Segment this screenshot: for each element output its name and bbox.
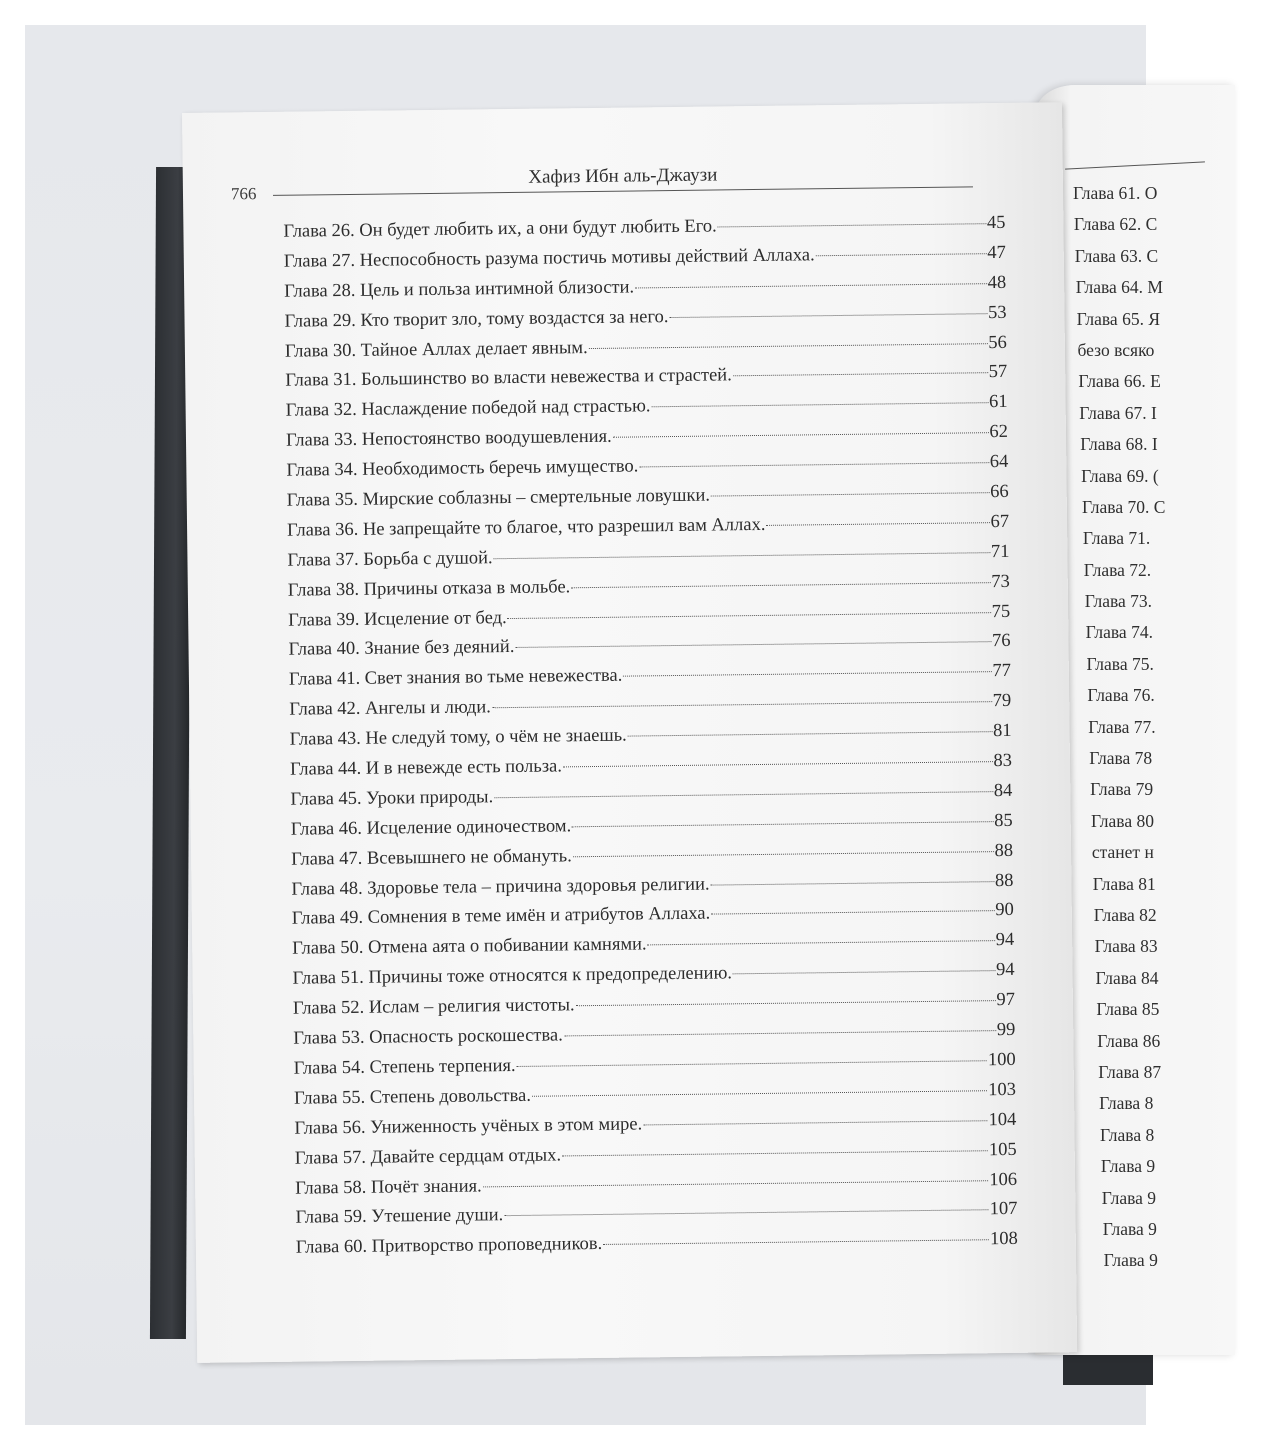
right-toc-fragment: Глава 81 xyxy=(1092,873,1156,894)
toc-entry-title: Глава 54. Степень терпения. xyxy=(293,1055,516,1079)
toc-entry-page: 97 xyxy=(996,990,1016,1011)
right-toc-fragment: Глава 73. xyxy=(1084,591,1153,612)
toc-entry-title: Глава 28. Цель и польза интимной близости. xyxy=(284,277,635,302)
toc-entry-title: Глава 36. Не запрещайте то благое, что разрешил вам Аллах. xyxy=(286,514,766,541)
right-head-rule xyxy=(1065,161,1205,169)
toc-leader-dots xyxy=(635,282,987,288)
toc-entry-title: Глава 31. Большинство во власти невежества и страстей. xyxy=(285,365,732,392)
right-toc-fragment: Глава 67. I xyxy=(1079,402,1157,423)
right-toc-fragment: Глава 85 xyxy=(1096,999,1160,1020)
right-toc-fragment: Глава 79 xyxy=(1090,779,1154,800)
page-number: 766 xyxy=(230,184,257,204)
toc-leader-dots xyxy=(573,850,994,857)
toc-leader-dots xyxy=(623,671,991,677)
toc-entry-page: 64 xyxy=(989,452,1009,473)
left-page xyxy=(182,102,1077,1363)
toc-entry-title: Глава 46. Исцеление одиночеством. xyxy=(290,816,572,840)
toc-entry-page: 108 xyxy=(989,1229,1018,1250)
toc-entry-page: 73 xyxy=(991,571,1010,592)
right-toc-fragment: Глава 70. С xyxy=(1082,496,1166,517)
toc-leader-dots xyxy=(669,312,987,318)
right-toc-fragment: Глава 61. О xyxy=(1073,183,1158,203)
right-toc-fragment: Глава 87 xyxy=(1098,1061,1162,1082)
toc-leader-dots xyxy=(613,431,989,438)
toc-entry-title: Глава 29. Кто творит зло, тому воздастся за него. xyxy=(284,306,669,332)
toc-entry-page: 90 xyxy=(995,900,1014,921)
toc-entry-title: Глава 26. Он будет любить их, а они будут любить Его. xyxy=(283,216,717,242)
toc-leader-dots xyxy=(576,999,996,1006)
toc-leader-dots xyxy=(508,611,991,619)
toc-entry-title: Глава 56. Униженность учёных в этом мире. xyxy=(294,1114,643,1139)
toc-leader-dots xyxy=(718,222,986,227)
toc-entry-title: Глава 59. Утешение души. xyxy=(295,1205,504,1229)
toc-entry-page: 94 xyxy=(995,960,1015,981)
right-toc-fragment: Глава 76. xyxy=(1087,685,1155,706)
toc-entry-title: Глава 53. Опасность роскошества. xyxy=(293,1025,563,1049)
toc-entry-title: Глава 37. Борьба с душой. xyxy=(287,548,493,571)
toc-entry-title: Глава 43. Не следуй тому, о чём не знаешь. xyxy=(289,725,627,750)
toc-entry-page: 53 xyxy=(987,302,1007,323)
right-toc-fragment: Глава 80 xyxy=(1091,810,1154,831)
toc-leader-dots xyxy=(532,1089,987,1097)
toc-entry-title: Глава 32. Наслаждение победой над страстью. xyxy=(285,396,651,422)
right-toc-fragment: Глава 78 xyxy=(1089,748,1153,769)
toc-leader-dots xyxy=(515,641,991,649)
right-toc-fragment: Глава 66. Е xyxy=(1078,371,1161,392)
toc-entry-title: Глава 57. Давайте сердцам отдых. xyxy=(294,1145,562,1169)
toc-leader-dots xyxy=(643,1119,987,1125)
toc-entry-page: 88 xyxy=(994,870,1014,891)
right-toc-fragment: Глава 69. ( xyxy=(1081,465,1159,486)
toc-entry-title: Глава 35. Мирские соблазны – смертельные ловушки. xyxy=(286,485,711,511)
toc-entry-title: Глава 39. Исцеление от бед. xyxy=(288,607,507,631)
toc-list xyxy=(283,213,1018,1268)
toc-entry-title: Глава 52. Ислам – религия чистоты. xyxy=(292,995,575,1019)
right-toc-fragment: Глава 63. С xyxy=(1074,245,1159,266)
right-toc-fragment: Глава 84 xyxy=(1095,967,1159,988)
right-toc-fragment: Глава 8 xyxy=(1100,1124,1155,1145)
toc-entry-page: 105 xyxy=(988,1139,1017,1160)
right-toc-fragment: Глава 82 xyxy=(1093,904,1157,925)
book-photo xyxy=(25,25,1166,1425)
toc-entry-title: Глава 38. Причины отказа в мольбе. xyxy=(287,576,571,601)
toc-entry-page: 48 xyxy=(987,272,1007,293)
toc-leader-dots xyxy=(571,581,990,588)
toc-leader-dots xyxy=(563,760,993,767)
toc-entry-title: Глава 58. Почёт знания. xyxy=(295,1175,482,1199)
right-toc-fragment: Глава 9 xyxy=(1101,1187,1157,1208)
right-toc-fragment: Глава 74. xyxy=(1085,622,1153,643)
toc-leader-dots xyxy=(639,461,988,467)
toc-leader-dots xyxy=(711,491,989,496)
toc-entry-page: 103 xyxy=(988,1079,1017,1101)
toc-entry-title: Глава 44. И в невежде есть польза. xyxy=(289,756,563,780)
toc-leader-dots xyxy=(492,700,992,708)
toc-entry-page: 76 xyxy=(991,631,1011,652)
toc-entry-title: Глава 40. Знание без деяний. xyxy=(288,637,515,661)
toc-leader-dots xyxy=(517,1059,987,1067)
right-toc-fragment: Глава 72. xyxy=(1083,559,1152,580)
right-toc-fragment: Глава 75. xyxy=(1086,653,1154,674)
toc-entry-title: Глава 49. Сомнения в теме имён и атрибутов Аллаха. xyxy=(291,904,711,930)
right-toc-fragment: Глава 9 xyxy=(1103,1250,1158,1271)
toc-entry-title: Глава 30. Тайное Аллах делает явным. xyxy=(284,337,588,362)
toc-entry-page: 75 xyxy=(991,601,1011,622)
toc-entry-page: 107 xyxy=(989,1199,1018,1220)
toc-leader-dots xyxy=(589,342,988,349)
right-toc-fragment: Глава 9 xyxy=(1102,1218,1157,1239)
toc-leader-dots xyxy=(562,1149,988,1156)
right-toc-fragment: Глава 86 xyxy=(1097,1030,1161,1051)
right-toc-fragment: Глава 8 xyxy=(1099,1093,1154,1114)
toc-entry-title: Глава 55. Степень довольства. xyxy=(293,1085,532,1109)
toc-entry-title: Глава 48. Здоровье тела – причина здоровья религии. xyxy=(291,874,710,900)
toc-entry-page: 47 xyxy=(987,242,1006,264)
right-toc-fragment: Глава 77. xyxy=(1088,716,1156,737)
toc-entry-title: Глава 33. Непостоянство воодушевления. xyxy=(285,427,612,451)
toc-entry-title: Глава 51. Причины тоже относятся к предопределению. xyxy=(292,963,733,989)
toc-entry-page: 88 xyxy=(994,840,1014,861)
toc-leader-dots xyxy=(816,252,987,256)
toc-entry-title: Глава 47. Всевышнего не обмануть. xyxy=(291,845,572,870)
toc-entry-page: 62 xyxy=(989,422,1009,443)
toc-entry-page: 77 xyxy=(992,661,1012,682)
toc-entry-title: Глава 60. Притворство проповедников. xyxy=(295,1234,603,1258)
toc-leader-dots xyxy=(494,790,993,798)
toc-entry-title: Глава 50. Отмена аята о побивании камнями. xyxy=(292,934,647,960)
right-toc-fragment: Глава 62. С xyxy=(1073,214,1158,235)
toc-leader-dots xyxy=(733,372,988,377)
right-toc-fragment: Глава 71. xyxy=(1082,528,1151,549)
toc-leader-dots xyxy=(572,820,993,827)
toc-entry-page: 85 xyxy=(994,810,1013,831)
toc-leader-dots xyxy=(483,1179,989,1187)
toc-entry-page: 79 xyxy=(992,691,1012,712)
toc-entry-page: 67 xyxy=(990,511,1010,533)
toc-leader-dots xyxy=(504,1209,988,1217)
toc-leader-dots xyxy=(603,1239,989,1246)
toc-entry-page: 66 xyxy=(990,481,1009,503)
toc-leader-dots xyxy=(648,940,995,946)
toc-entry-page: 104 xyxy=(988,1109,1017,1130)
toc-entry-page: 71 xyxy=(990,541,1010,562)
right-toc-fragment: Глава 64. М xyxy=(1075,277,1163,298)
toc-entry-page: 106 xyxy=(989,1169,1018,1190)
toc-entry-page: 56 xyxy=(988,332,1007,353)
toc-entry-page: 45 xyxy=(986,212,1006,234)
right-toc-fragment: безо всяко xyxy=(1077,339,1155,360)
right-toc-fragment: Глава 65. Я xyxy=(1076,308,1161,329)
toc-leader-dots xyxy=(494,551,990,559)
toc-entry-page: 84 xyxy=(993,780,1013,802)
toc-entry-page: 57 xyxy=(988,362,1008,383)
toc-entry-page: 100 xyxy=(987,1049,1016,1071)
toc-entry-page: 81 xyxy=(992,721,1012,742)
right-toc-fragment: Глава 68. I xyxy=(1080,434,1158,455)
right-toc-fragment: Глава 9 xyxy=(1100,1156,1156,1177)
toc-entry-title: Глава 34. Необходимость беречь имущество. xyxy=(286,456,639,481)
right-toc-fragment: Глава 83 xyxy=(1094,936,1158,957)
toc-leader-dots xyxy=(711,910,994,915)
toc-leader-dots xyxy=(628,730,992,736)
toc-leader-dots xyxy=(652,402,989,408)
toc-entry-title: Глава 42. Ангелы и люди. xyxy=(289,697,491,720)
right-toc-fragment: станет н xyxy=(1091,842,1154,863)
toc-leader-dots xyxy=(564,1029,996,1036)
toc-entry-page: 99 xyxy=(996,1019,1016,1041)
toc-leader-dots xyxy=(766,521,989,526)
toc-leader-dots xyxy=(733,969,995,974)
right-toc-list xyxy=(1073,183,1253,1282)
toc-entry-page: 83 xyxy=(993,750,1013,772)
toc-entry-page: 61 xyxy=(988,392,1008,413)
toc-entry-title: Глава 27. Неспособность разума постичь мотивы действий Аллаха. xyxy=(283,245,815,272)
toc-leader-dots xyxy=(711,880,994,885)
toc-entry-title: Глава 45. Уроки природы. xyxy=(290,787,494,810)
toc-entry-title: Глава 41. Свет знания во тьме невежества. xyxy=(288,666,623,691)
running-head: Хафиз Ибн аль-Джаузи xyxy=(528,164,718,188)
toc-entry-page: 94 xyxy=(995,930,1015,951)
